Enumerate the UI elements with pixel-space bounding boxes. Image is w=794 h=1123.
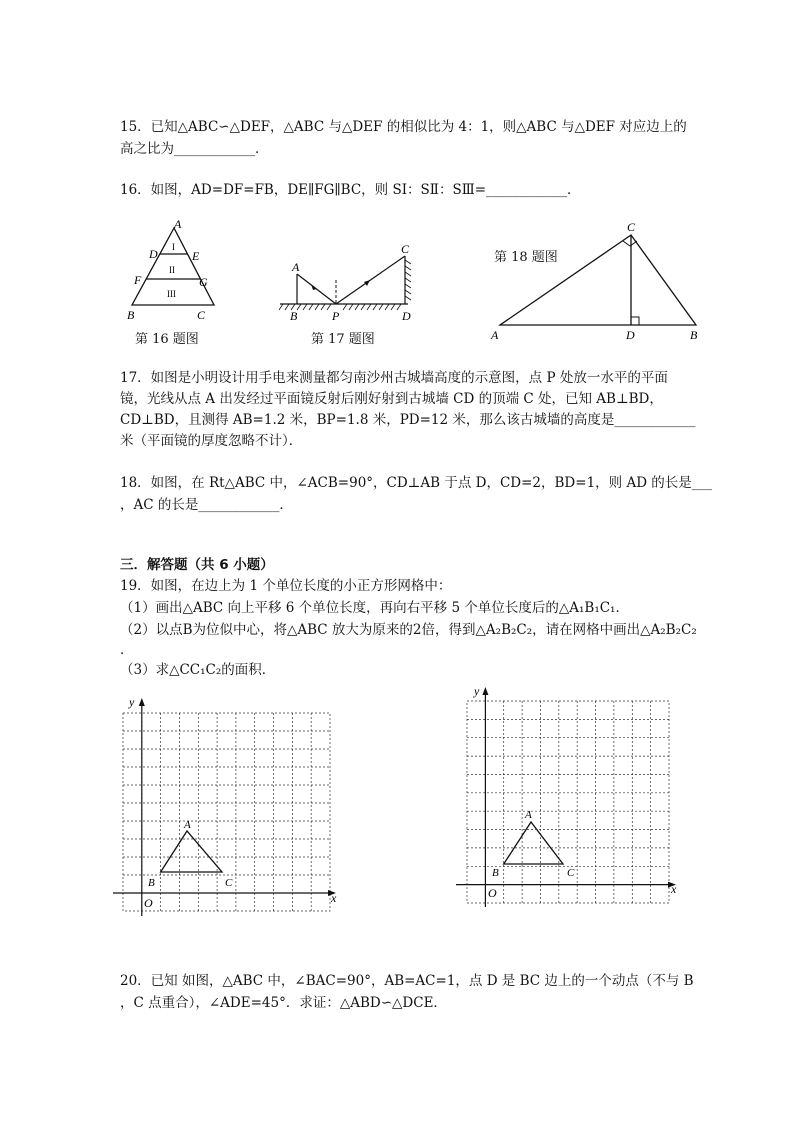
q19-line5: （3）求△CC₁C₂的面积． bbox=[120, 662, 276, 678]
fig17-label-C: C bbox=[401, 242, 410, 256]
fig16-label-F: F bbox=[134, 273, 142, 287]
q17-line3: CD⊥BD，且测得 AB=1.2 米，BP=1.8 米，PD=12 米，那么该古城墙的高度是____________ bbox=[120, 412, 696, 428]
grid2-label-c: C bbox=[567, 867, 575, 879]
fig16-label-A: A bbox=[174, 218, 182, 231]
grid2-label-x: x bbox=[671, 882, 677, 896]
q17-line4: 米（平面镜的厚度忽略不计）． bbox=[120, 433, 303, 449]
fig17-label-D: D bbox=[402, 309, 411, 323]
fig16-label-D: D bbox=[149, 247, 158, 261]
q20-line2: ，C 点重合），∠ADE=45°．求证：△ABD∽△DCE． bbox=[120, 995, 447, 1011]
q17-line1: 17．如图是小明设计用手电来测量都匀南沙州古城墙高度的示意图，点 P 处放一水平的平面 bbox=[120, 370, 668, 386]
q17-line2: 镜，光线从点 A 出发经过平面镜反射后刚好射到古城墙 CD 的顶端 C 处，已知 AB⊥BD， bbox=[120, 391, 663, 407]
grid1-label-x: x bbox=[331, 891, 337, 905]
fig16-label-C: C bbox=[197, 308, 206, 322]
grid1-label-y: y bbox=[129, 695, 135, 709]
fig18-caption: 第 18 题图 bbox=[494, 250, 558, 265]
grid1-label-c: C bbox=[225, 877, 233, 889]
fig16-label-E: E bbox=[192, 249, 200, 263]
fig17-caption: 第 17 题图 bbox=[311, 332, 375, 347]
q18-line2: ，AC 的长是____________． bbox=[120, 497, 293, 513]
fig18-label-C: C bbox=[627, 220, 636, 234]
fig16-region-2: II bbox=[169, 265, 175, 275]
q19-line1: 19．如图，在边上为 1 个单位长度的小正方形网格中： bbox=[120, 578, 452, 594]
fig18-label-B: B bbox=[690, 328, 698, 342]
fig17-label-B: B bbox=[290, 309, 298, 323]
q16-text: 16．如图，AD=DF=FB，DE∥FG∥BC，则 SⅠ：SⅡ：SⅢ=____________． bbox=[120, 182, 581, 198]
q20-line1: 20．已知 如图，△ABC 中，∠BAC=90°，AB=AC=1，点 D 是 BC 边上的一个动点（不与 B bbox=[120, 973, 694, 989]
fig16-label-G: G bbox=[199, 275, 208, 289]
fig17-label-A: A bbox=[292, 260, 300, 274]
figure-17 bbox=[275, 240, 425, 325]
grid2-label-a: A bbox=[525, 809, 532, 821]
grid-figure-left bbox=[108, 690, 343, 918]
grid2-label-y: y bbox=[474, 684, 480, 698]
fig18-label-A: A bbox=[491, 328, 499, 342]
grid2-label-o: O bbox=[488, 886, 497, 900]
q15-line1: 15．已知△ABC∽△DEF，△ABC 与△DEF 的相似比为 4：1，则△ABC 与△DEF 对应边上的 bbox=[120, 119, 687, 135]
fig16-caption: 第 16 题图 bbox=[135, 332, 199, 347]
section-3-title: 三．解答题（共 6 小题） bbox=[120, 557, 274, 573]
grid1-label-b: B bbox=[148, 877, 155, 889]
fig16-label-B: B bbox=[127, 308, 135, 322]
fig16-region-1: I bbox=[172, 242, 175, 252]
fig17-label-P: P bbox=[332, 309, 340, 323]
q18-line1: 18．如图，在 Rt△ABC 中，∠ACB=90°，CD⊥AB 于点 D，CD=2，BD=1，则 AD 的长是___ bbox=[120, 475, 713, 491]
grid-figure-right bbox=[452, 683, 687, 908]
q19-line4: ． bbox=[120, 642, 134, 658]
grid1-label-a: A bbox=[184, 819, 191, 831]
grid2-label-b: B bbox=[492, 867, 499, 879]
q15-line2: 高之比为____________． bbox=[120, 141, 269, 157]
figure-18 bbox=[488, 215, 703, 345]
q19-line2: （1）画出△ABC 向上平移 6 个单位长度，再向右平移 5 个单位长度后的△A₁B₁C₁． bbox=[120, 600, 629, 616]
fig18-label-D: D bbox=[626, 328, 635, 342]
fig16-region-3: III bbox=[167, 289, 176, 299]
figure-16 bbox=[122, 218, 222, 326]
q19-line3: （2）以点B为位似中心，将△ABC 放大为原来的2倍，得到△A₂B₂C₂，请在网格中画出△A₂B₂C₂ bbox=[120, 622, 697, 638]
grid1-label-o: O bbox=[144, 896, 153, 910]
